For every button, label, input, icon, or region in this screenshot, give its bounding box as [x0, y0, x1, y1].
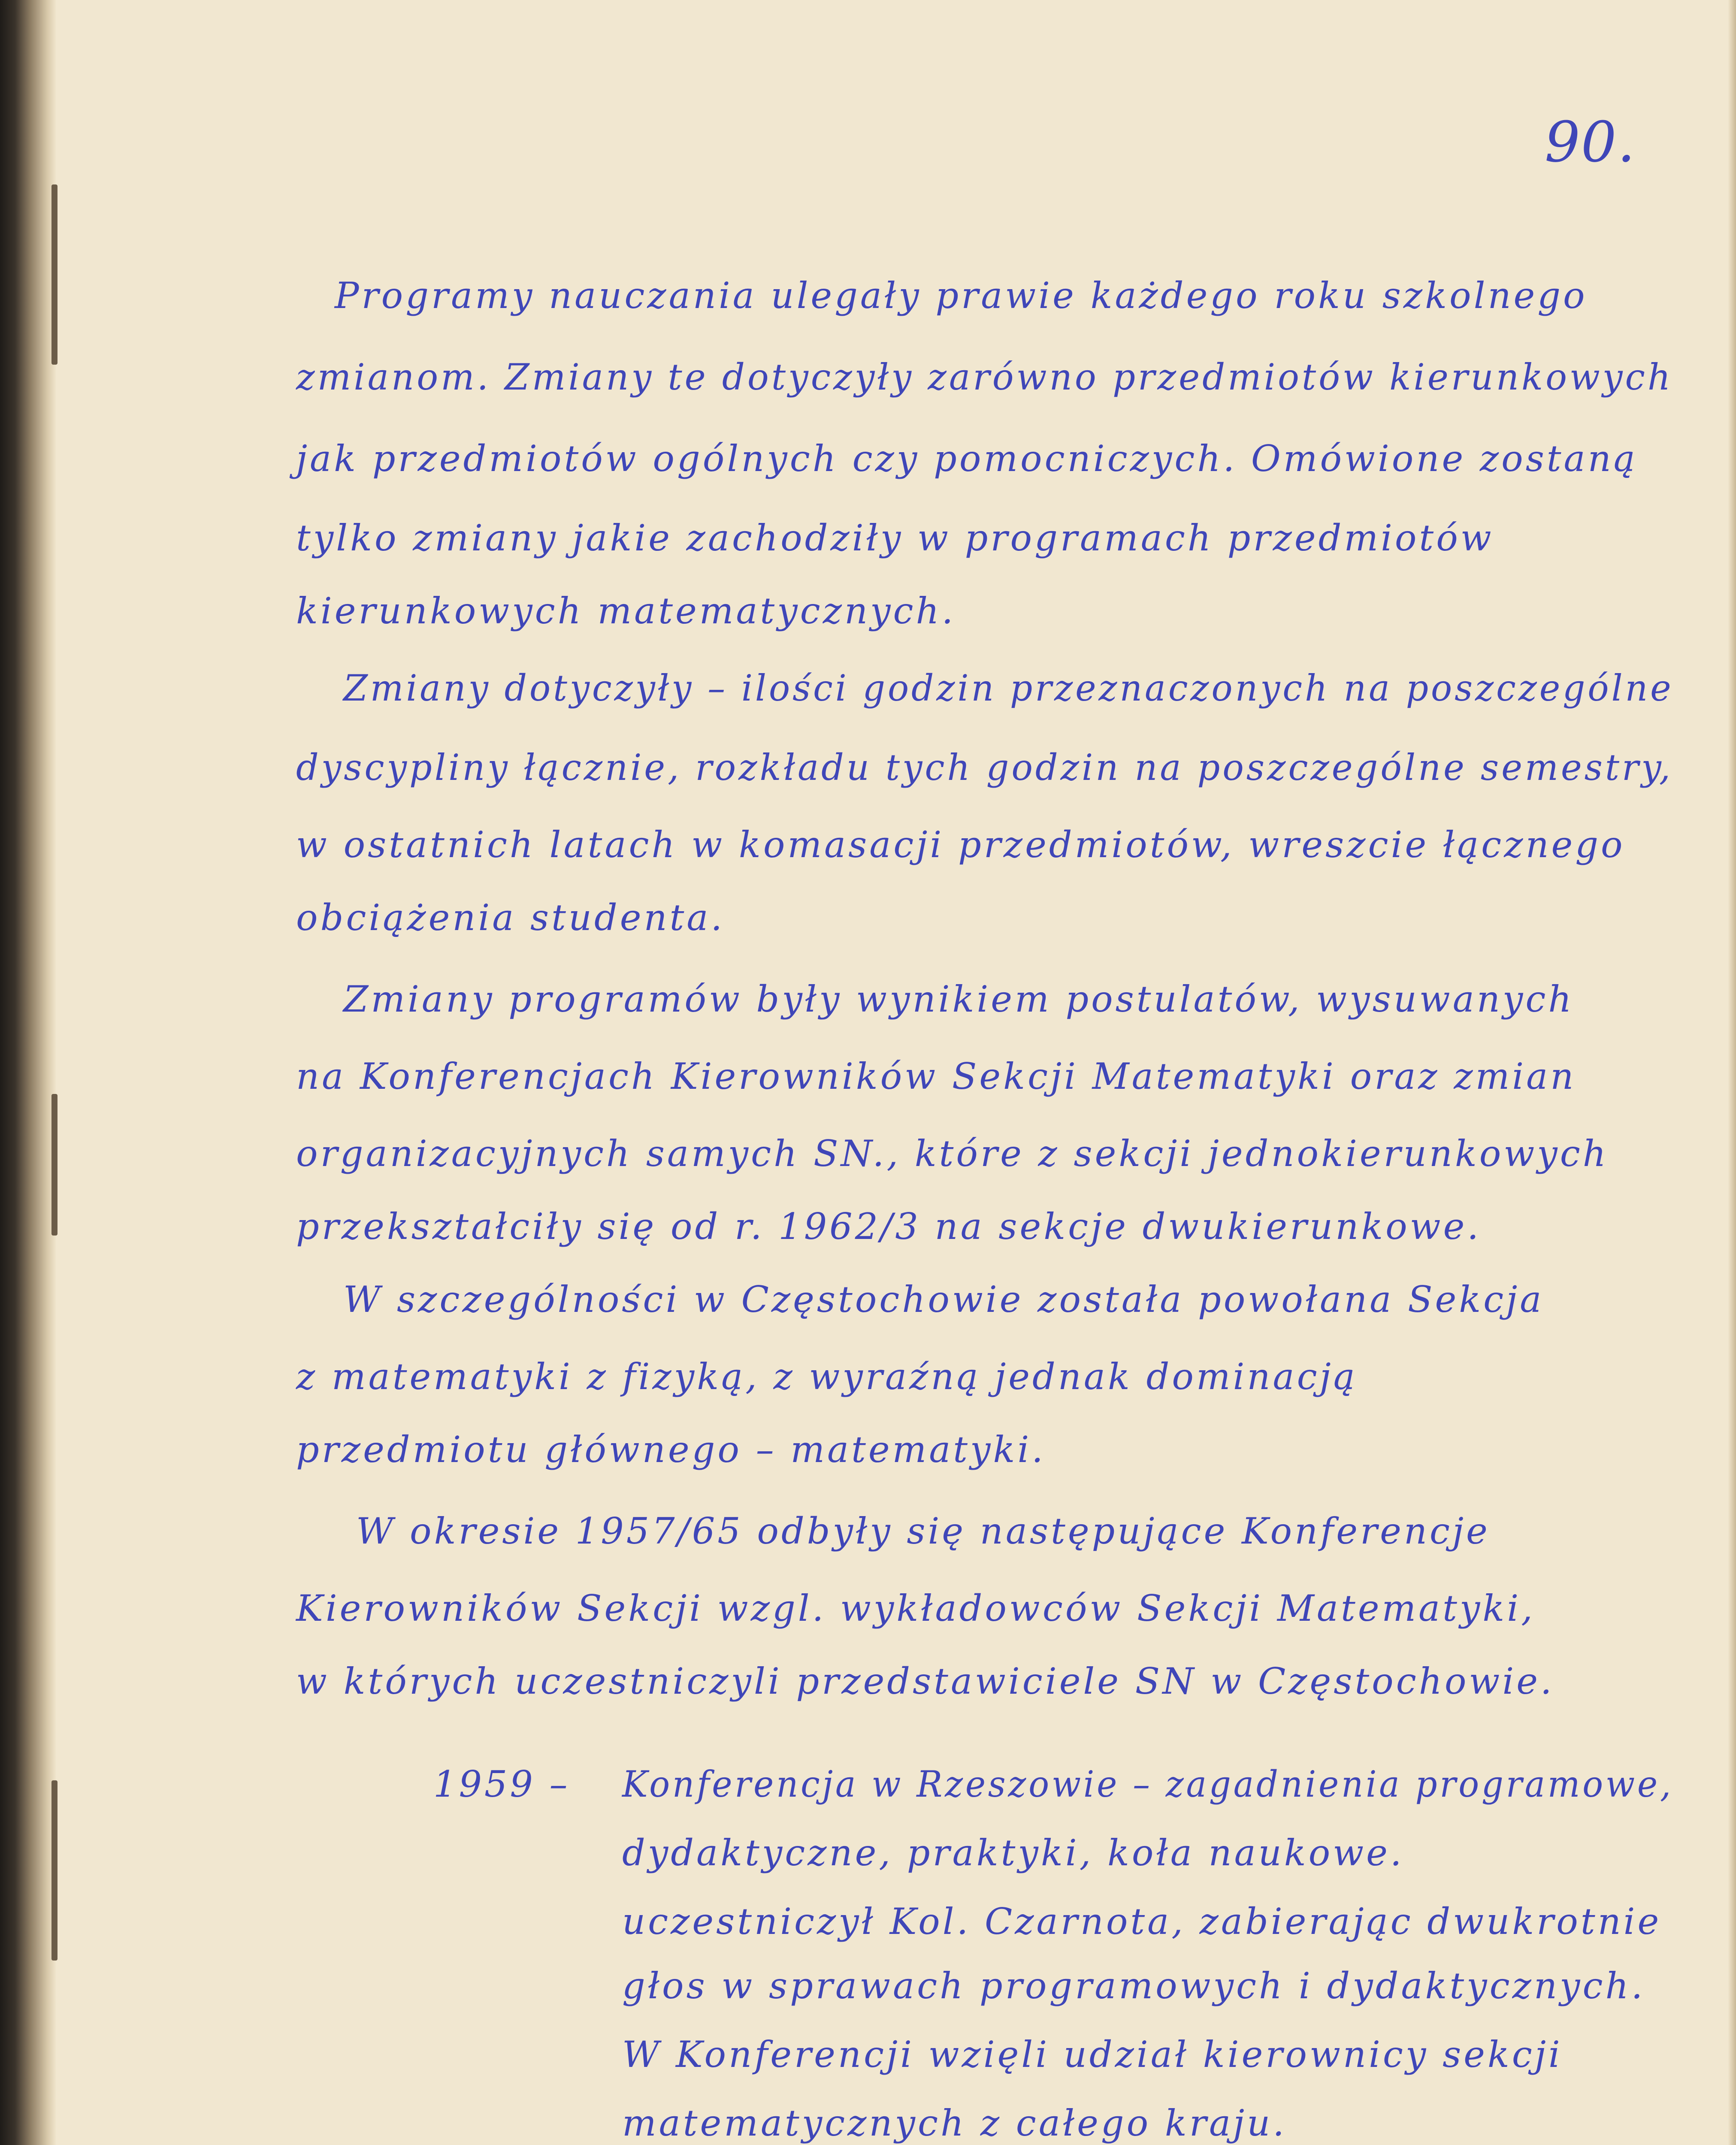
text-line: przekształciły się od r. 1962/3 na sekcje dwukierunkowe. [296, 1205, 1481, 1248]
page-right-edge [1728, 0, 1736, 2145]
entry-line: matematycznych z całego kraju. [622, 2102, 1287, 2144]
text-line: Programy nauczania ulegały prawie każdego roku szkolnego [335, 275, 1588, 317]
text-line: w ostatnich latach w komasacji przedmiotów, wreszcie łącznego [296, 824, 1625, 866]
entry-line: W Konferencji wzięli udział kierownicy sekcji [622, 2033, 1563, 2076]
entry-line: Konferencja w Rzeszowie – zagadnienia programowe, [622, 1763, 1673, 1805]
text-line: na Konferencjach Kierowników Sekcji Matematyki oraz zmian [296, 1055, 1576, 1097]
entry-line: uczestniczył Kol. Czarnota, zabierając dwukrotnie [622, 1900, 1662, 1943]
text-line: W szczególności w Częstochowie została powołana Sekcja [343, 1278, 1544, 1320]
entry-line: głos w sprawach programowych i dydaktycznych. [622, 1965, 1645, 2007]
text-line: W okresie 1957/65 odbyły się następujące Konferencje [356, 1510, 1490, 1552]
text-line: Zmiany programów były wynikiem postulatów, wysuwanych [343, 978, 1574, 1020]
text-line: z matematyki z fizyką, z wyraźną jednak dominacją [296, 1356, 1358, 1398]
text-line: zmianom. Zmiany te dotyczyły zarówno przedmiotów kierunkowych [296, 356, 1673, 398]
text-line: przedmiotu głównego – matematyki. [296, 1429, 1046, 1471]
binding-notch [51, 1780, 57, 1961]
text-line: Zmiany dotyczyły – ilości godzin przeznaczonych na poszczególne [343, 667, 1674, 709]
text-line: w których uczestniczyli przedstawiciele SN w Częstochowie. [296, 1660, 1555, 1702]
entry-year: 1959 – [433, 1763, 570, 1805]
page-number: 90. [1545, 109, 1636, 175]
entry-line: dydaktyczne, praktyki, koła naukowe. [622, 1832, 1404, 1874]
binding-edge [0, 0, 56, 2145]
text-line: organizacyjnych samych SN., które z sekcji jednokierunkowych [296, 1133, 1609, 1175]
text-line: dyscypliny łącznie, rozkładu tych godzin na poszczególne semestry, [296, 746, 1673, 789]
text-line: Kierowników Sekcji wzgl. wykładowców Sekcji Matematyki, [296, 1587, 1535, 1629]
binding-notch [51, 1094, 57, 1236]
text-line: tylko zmiany jakie zachodziły w programach przedmiotów [296, 517, 1494, 559]
text-line: obciążenia studenta. [296, 897, 725, 939]
binding-notch [51, 184, 57, 365]
text-line: kierunkowych matematycznych. [296, 590, 956, 632]
text-line: jak przedmiotów ogólnych czy pomocniczych. Omówione zostaną [296, 438, 1638, 480]
